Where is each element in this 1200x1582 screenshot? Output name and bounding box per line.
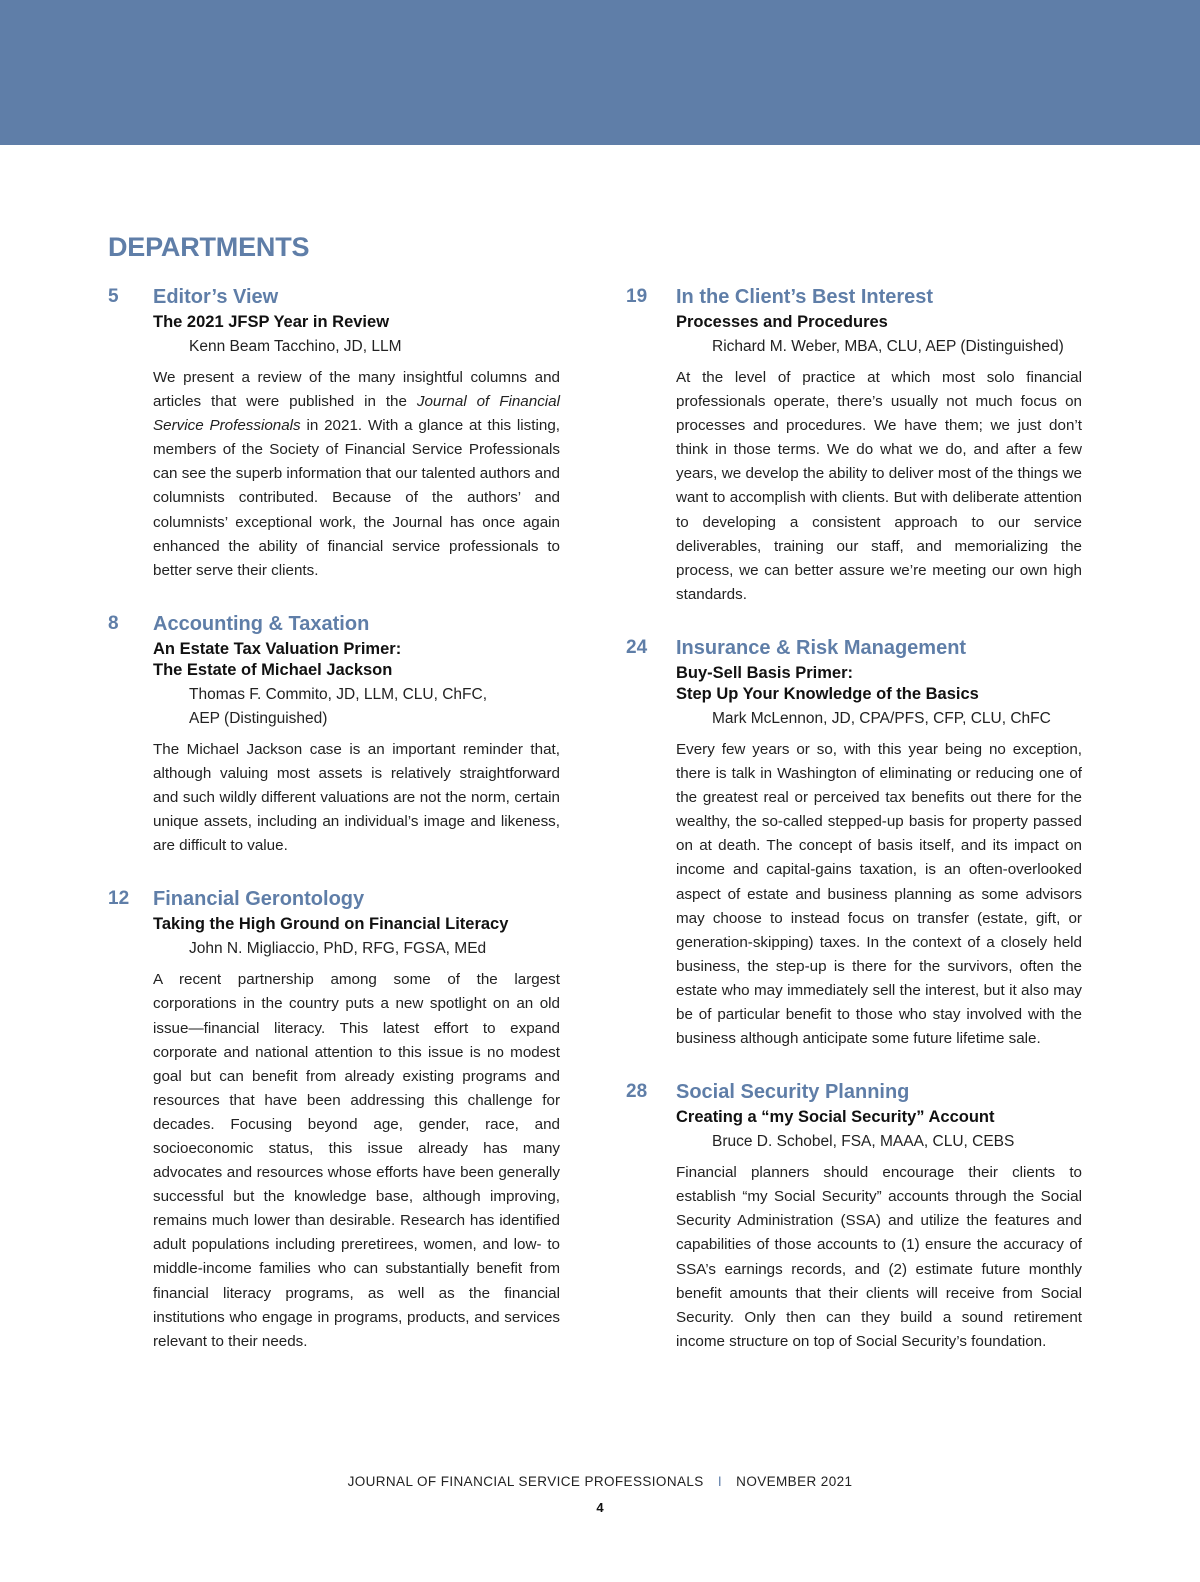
entry-title-line: Buy-Sell Basis Primer: [676,663,853,682]
entry-author-line: John N. Migliaccio, PhD, RFG, FGSA, MEd [189,940,487,958]
journal-name-italic: Journal of Financial Service Professionals [153,393,560,435]
entry-department: Accounting & Taxation [153,612,370,635]
entry-author-line: Thomas F. Commito, JD, LLM, CLU, ChFC, [189,685,488,703]
entry-page-number: 12 [108,888,130,910]
entry-page-number: 8 [108,612,119,634]
entry-title-line: Taking the High Ground on Financial Literacy [153,915,509,934]
entry-abstract: At the level of practice at which most solo financial professionals operate, there’s usually not much focus on processes and procedures. We have them; we just don’t think in those terms. We do what we do, and after a few years, we develop the ability to deliver most of the things we want to accomplish with clients. But with deliberate attention to developing a consistent approach to our service deliverables, training our staff, and memorializing the process, we can better assure we’re meeting our own high standards. [676,369,1082,603]
entry-title [676,1107,1082,1128]
entry-author [189,683,560,731]
toc-entry-financial-gerontology [108,886,560,1354]
entry-author [712,1130,1082,1154]
entry-author [189,937,560,961]
right-column [626,284,1082,1354]
entry-title-line: The 2021 JFSP Year in Review [153,313,390,331]
entry-title [676,312,1082,333]
entry-department: In the Client’s Best Interest [676,286,934,308]
abstract-text: We present a review of the many insightful columns and articles that were published in the [153,369,560,411]
entry-title [676,663,1082,705]
entry-title [153,914,560,935]
entry-abstract [153,366,560,583]
entry-title-line: Processes and Procedures [676,313,888,331]
toc-entry-editors-view [108,284,560,583]
entry-abstract: A recent partnership among some of the largest corporations in the country puts a new spotlight on an old issue—financial literacy. This latest effort to expand corporate and national attention to this issue is no modest goal but can benefit from already existing programs and resources that have been addressing this challenge for decades. Focusing beyond age, gender, race, and socioeconomic status, this issue already has many advocates and resources whose efforts have been generally successful but the knowledge base, although improving, remains much lower than desirable. Research has identified adult populations including preretirees, women, and low- to middle-income families who can substantially benefit from financial literacy programs, as well as the financial institutions who engage in programs, products, and services relevant to their needs. [153,971,560,1350]
page-number: 4 [596,1500,604,1515]
entry-author [712,707,1082,731]
entry-abstract: Financial planners should encourage their clients to establish “my Social Security” accounts through the Social Security Administration (SSA) and utilize the features and capabilities of those accounts to (1) ensure the accuracy of SSA’s earnings records, and (2) estimate future monthly benefit amounts that their clients will receive from Social Security. Only then can they build a sound retirement income structure on top of Social Security’s foundation. [676,1164,1082,1350]
toc-entry-client-best-interest [626,284,1082,607]
entry-author-line: Bruce D. Schobel, FSA, MAAA, CLU, CEBS [712,1133,1015,1151]
entry-department: Financial Gerontology [153,888,365,911]
entry-title [153,312,560,333]
footer-issue-date: NOVEMBER 2021 [736,1474,853,1489]
entry-title-line: The Estate of Michael Jackson [153,660,393,679]
entry-department: Editor’s View [153,286,279,308]
entry-abstract: Every few years or so, with this year being no exception, there is talk in Washington of eliminating or reducing one of the greatest real or perceived tax benefits out there for the wealthy, the so-called stepped-up basis for property passed on at death. The concept of basis itself, and its impact on income and capital-gains taxation, is an often-overlooked aspect of estate and business planning as some advisors may choose to instead focus on transfer (estate, gift, or generation-skipping) taxes. In the context of a closely held business, the step-up is there for the survivors, often the estate who may immediately sell the interest, but it also may be of particular benefit to those who stay involved with the business although anticipate some future lifetime sale. [676,740,1082,1048]
entry-author-line: Kenn Beam Tacchino, JD, LLM [189,338,402,355]
entry-title-line: Step Up Your Knowledge of the Basics [676,684,979,703]
entry-page-number: 28 [626,1081,648,1103]
header-band [0,0,1200,145]
entry-page-number: 5 [108,286,119,307]
entry-title [153,639,560,681]
left-column [108,284,560,1354]
entry-author-line: Mark McLennon, JD, CPA/PFS, CFP, CLU, ChFC [712,709,1051,727]
toc-entry-social-security [626,1079,1082,1354]
entry-title-line: Creating a “my Social Security” Account [676,1108,995,1127]
entry-page-number: 24 [626,636,648,658]
entry-abstract: The Michael Jackson case is an important reminder that, although valuing most assets is relatively straightforward and such wildly different valuations are not the norm, certain unique assets, including an individual’s image and likeness, are difficult to value. [153,740,560,855]
abstract-text: in 2021. With a glance at this listing, members of the Society of Financial Service Professionals can see the superb information that our talented authors and columnists contributed. Because of the authors’ and columnists’ exceptional work, the Journal has once again enhanced the ability of financial service professionals to better serve their clients. [153,417,560,579]
running-footer [0,1474,1200,1489]
footer-separator: I [717,1474,723,1489]
section-title: DEPARTMENTS [108,232,310,262]
toc-entry-insurance-risk [626,635,1082,1051]
toc-entry-accounting-taxation [108,611,560,858]
entry-department: Social Security Planning [676,1081,910,1104]
entry-author [189,335,560,359]
entry-department: Insurance & Risk Management [676,636,967,659]
entry-author [712,335,1082,359]
footer-journal-name: JOURNAL OF FINANCIAL SERVICE PROFESSIONALS [347,1474,704,1489]
entry-author-line: Richard M. Weber, MBA, CLU, AEP (Distinguished) [712,338,1064,355]
entry-author-line: AEP (Distinguished) [189,709,328,727]
entry-title-line: An Estate Tax Valuation Primer: [153,639,402,658]
entry-page-number: 19 [626,286,648,307]
